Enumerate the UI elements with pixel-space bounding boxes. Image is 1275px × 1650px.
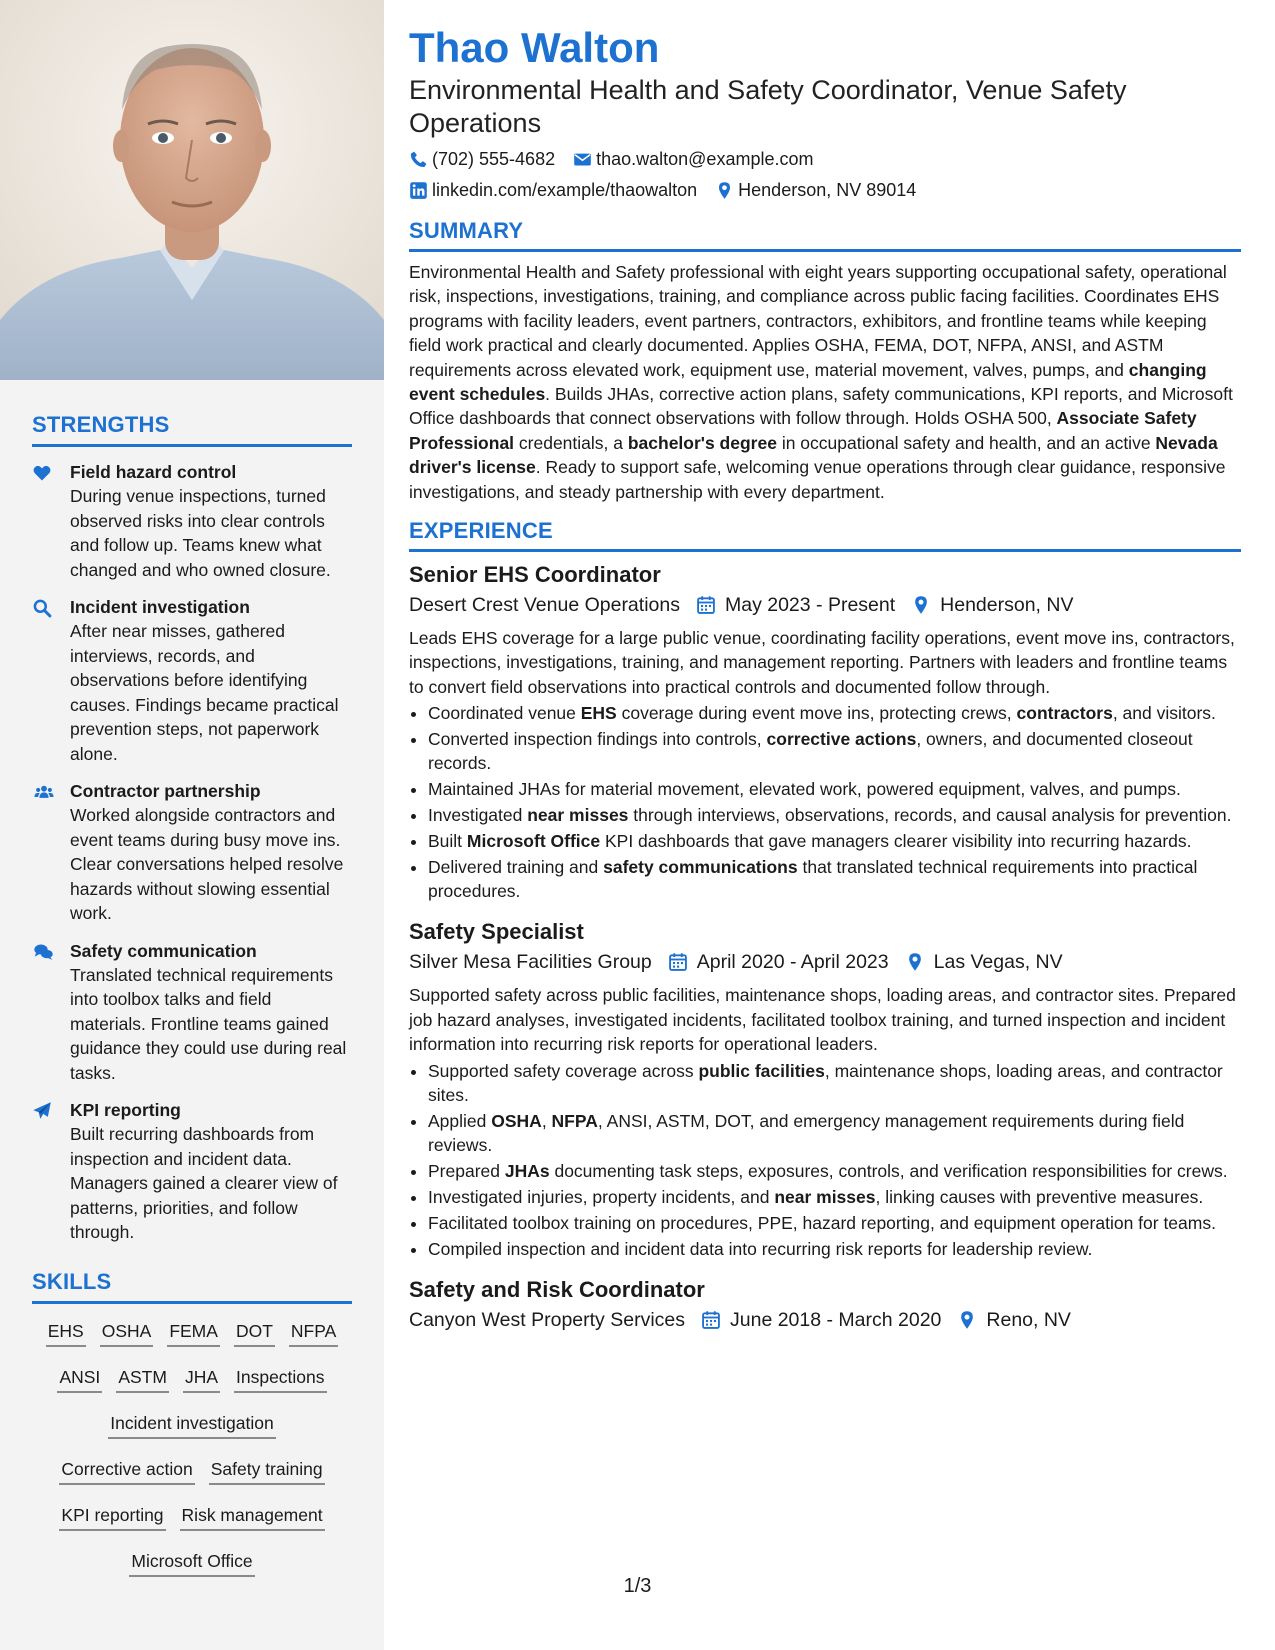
- skill-tag: ANSI: [57, 1360, 102, 1393]
- text-run: Converted inspection findings into controls,: [428, 729, 767, 750]
- emphasis-text: near misses: [527, 805, 629, 826]
- skill-tag: JHA: [183, 1360, 220, 1393]
- strength-title: Field hazard control: [70, 462, 237, 482]
- strength-description: Built recurring dashboards from inspection and incident data. Managers gained a clearer view of patterns, priorities, and follow through.: [70, 1124, 338, 1242]
- strength-item: [32, 779, 352, 926]
- skill-tag: FEMA: [167, 1314, 220, 1347]
- emphasis-text: contractors: [1016, 703, 1113, 724]
- emphasis-text: NFPA: [551, 1110, 598, 1131]
- location-text: Henderson, NV 89014: [738, 180, 917, 200]
- users-icon: [32, 779, 70, 926]
- emphasis-text: Microsoft Office: [466, 830, 601, 851]
- emphasis-text: near misses: [774, 1186, 876, 1207]
- skill-row: [32, 1314, 352, 1354]
- contact-row: [409, 144, 1241, 175]
- map-pin-icon: [715, 181, 734, 200]
- text-run: Maintained JHAs for material movement, elevated work, powered equipment, valves, and pumps.: [428, 779, 1181, 800]
- paper-plane-icon: [32, 1098, 70, 1245]
- location-contact: [715, 175, 916, 206]
- bullet-item: [428, 727, 1241, 776]
- portrait-illustration: [0, 0, 384, 380]
- text-run: . Ready to support safe, welcoming venue operations through clear guidance, responsive investigations, and steady partnership with every department.: [409, 457, 1226, 502]
- text-run: Coordinated venue: [428, 703, 581, 724]
- heart-icon: [32, 460, 70, 582]
- job-dates: [668, 947, 889, 977]
- candidate-headline: Environmental Health and Safety Coordinator, Venue Safety Operations: [409, 75, 1127, 138]
- job-location-text: Henderson, NV: [940, 594, 1074, 617]
- emphasis-text: safety communications: [603, 856, 798, 877]
- company-name: Silver Mesa Facilities Group: [409, 951, 652, 974]
- phone-contact[interactable]: [409, 144, 555, 175]
- bullet-item: [428, 1159, 1241, 1183]
- emphasis-text: corrective actions: [766, 729, 917, 750]
- text-run: , maintenance shops, loading areas, and contractor sites.: [428, 1060, 1223, 1106]
- strength-title: KPI reporting: [70, 1100, 181, 1120]
- map-pin-icon: [905, 952, 925, 972]
- experience-heading: EXPERIENCE: [409, 518, 1241, 552]
- main-content: [409, 22, 1241, 1335]
- page-number: 1/3: [623, 1575, 652, 1597]
- emphasis-text: EHS: [580, 703, 617, 724]
- job-dates-text: April 2020 - April 2023: [696, 951, 889, 974]
- text-run: credentials, a: [514, 432, 628, 453]
- job-location-text: Las Vegas, NV: [933, 951, 1063, 974]
- text-run: Delivered training and: [428, 856, 604, 877]
- experience-list: [409, 560, 1241, 1335]
- job-title: Senior EHS Coordinator: [409, 562, 661, 588]
- linkedin-icon: [409, 181, 428, 200]
- text-run: ,: [541, 1110, 552, 1131]
- calendar-icon: [668, 952, 688, 972]
- text-run: that translated technical requirements into practical procedures.: [428, 856, 1198, 902]
- calendar-icon: [696, 595, 716, 615]
- skill-tag: Risk management: [180, 1498, 325, 1531]
- candidate-name: Thao Walton: [409, 24, 660, 71]
- job-location: [911, 590, 1073, 620]
- skill-row: [32, 1406, 352, 1446]
- contact-row: [409, 175, 1241, 206]
- company-name: Desert Crest Venue Operations: [409, 594, 680, 617]
- skill-tag: DOT: [234, 1314, 275, 1347]
- emphasis-text: bachelor's degree: [627, 432, 777, 453]
- bullet-item: [428, 1059, 1241, 1108]
- job-title: Safety and Risk Coordinator: [409, 1276, 705, 1302]
- skill-tag: Inspections: [234, 1360, 327, 1393]
- emphasis-text: Nevada driver's license: [409, 432, 1218, 478]
- job-dates-text: May 2023 - Present: [724, 594, 896, 617]
- job-dates-text: June 2018 - March 2020: [730, 1308, 942, 1331]
- text-run: KPI dashboards that gave managers clearer visibility into recurring hazards.: [600, 830, 1192, 851]
- text-run: . Builds JHAs, corrective action plans, safety communications, KPI reports, and Microsoft Office dashboards that connect observations with follow through. Holds OSHA 500,: [409, 384, 1233, 429]
- text-run: Investigated: [428, 805, 528, 826]
- skill-tag: KPI reporting: [59, 1498, 165, 1531]
- bullet-item: [428, 701, 1241, 725]
- text-run: Investigated injuries, property incidents, and: [428, 1186, 775, 1207]
- skill-row: [32, 1360, 352, 1400]
- bullet-item: [428, 855, 1241, 904]
- text-run: documenting task steps, exposures, controls, and verification responsibilities for crews.: [549, 1161, 1228, 1182]
- map-pin-icon: [911, 595, 931, 615]
- strength-description: During venue inspections, turned observed risks into clear controls and follow up. Teams knew what changed and who owned closure.: [70, 486, 331, 580]
- emphasis-text: JHAs: [504, 1161, 550, 1182]
- text-run: Facilitated toolbox training on procedures, PPE, hazard reporting, and equipment operation for teams.: [428, 1212, 1216, 1233]
- map-pin-icon: [957, 1310, 977, 1330]
- text-run: coverage during event move ins, protecting crews,: [616, 703, 1017, 724]
- job-entry: [409, 1275, 1241, 1335]
- phone-text: (702) 555-4682: [432, 149, 556, 169]
- text-run: Environmental Health and Safety professional with eight years supporting occupational safety, operational risk, inspections, investigations, training, and compliance across public facing facilities. Coordinates EHS programs with facility leaders, event partners, contractors, exhibitors, and frontline teams while keeping field work practical and clearly documented. Applies OSHA, FEMA, DOT, NFPA, ANSI, and ASTM requirements across elevated work, equipment use, material movement, valves, pumps, and: [409, 262, 1227, 380]
- strength-item: [32, 1098, 352, 1245]
- strength-description: After near misses, gathered interviews, records, and observations before identifying causes. Findings became practical prevention steps, not paperwork alone.: [70, 621, 339, 764]
- summary-heading: SUMMARY: [409, 218, 1241, 252]
- job-meta: [409, 947, 1241, 977]
- skill-tag: EHS: [46, 1314, 86, 1347]
- comments-icon: [32, 939, 70, 1086]
- job-dates: [696, 590, 895, 620]
- job-description: Supported safety across public facilities, maintenance shops, loading areas, and contractor sites. Prepared job hazard analyses, investigated incidents, facilitated toolbox training, and turned inspection and incident information into recurring risk reports for operational leaders.: [409, 985, 1236, 1055]
- profile-photo: [0, 0, 384, 380]
- emphasis-text: changing event schedules: [409, 359, 1207, 405]
- job-entry: [409, 560, 1241, 903]
- text-run: Compiled inspection and incident data into recurring risk reports for leadership review.: [428, 1238, 1093, 1259]
- job-location: [905, 947, 1063, 977]
- job-meta: [409, 590, 1241, 620]
- sidebar: [0, 0, 384, 1650]
- linkedin-text: linkedin.com/example/thaowalton: [432, 180, 698, 200]
- strength-item: [32, 460, 352, 582]
- skill-tag: Safety training: [209, 1452, 325, 1485]
- job-description: Leads EHS coverage for a large public venue, coordinating facility operations, event move ins, contractors, inspections, investigations, training, and management reporting. Partners with leaders and frontline teams to convert field observations into practical controls and documented follow through.: [409, 628, 1235, 697]
- emphasis-text: OSHA: [491, 1110, 542, 1131]
- skill-tag: ASTM: [116, 1360, 169, 1393]
- text-run: Built: [428, 830, 467, 851]
- text-run: , and visitors.: [1112, 703, 1216, 724]
- text-run: in occupational safety and health, and an active: [776, 432, 1156, 453]
- skill-tag: OSHA: [100, 1314, 154, 1347]
- job-dates: [701, 1305, 941, 1335]
- company-name: Canyon West Property Services: [409, 1308, 685, 1331]
- text-run: , owners, and documented closeout records.: [428, 729, 1193, 774]
- bullet-item: [428, 1211, 1241, 1235]
- job-bullets: [409, 1059, 1241, 1261]
- summary-text: [409, 260, 1241, 504]
- bullet-item: [428, 829, 1241, 853]
- linkedin-contact[interactable]: [409, 175, 697, 206]
- envelope-icon: [573, 150, 592, 169]
- job-title: Safety Specialist: [409, 919, 584, 945]
- text-run: Supported safety coverage across: [428, 1060, 699, 1081]
- strength-title: Safety communication: [70, 940, 257, 961]
- strengths-heading: STRENGTHS: [32, 412, 352, 447]
- job-meta: [409, 1305, 1241, 1335]
- skill-tag: Corrective action: [59, 1452, 194, 1485]
- summary-section: [409, 218, 1241, 504]
- strength-description: Worked alongside contractors and event teams during busy move ins. Clear conversations helped resolve hazards without slowing essential work.: [70, 805, 344, 923]
- skill-row: [32, 1452, 352, 1492]
- emphasis-text: public facilities: [698, 1060, 825, 1081]
- job-location: [957, 1305, 1071, 1335]
- skills-list: [32, 1314, 352, 1584]
- email-text: thao.walton@example.com: [596, 149, 814, 169]
- skill-tag: Incident investigation: [108, 1406, 275, 1439]
- skill-tag: NFPA: [289, 1314, 338, 1347]
- text-run: Applied: [428, 1110, 492, 1131]
- text-run: through interviews, observations, records, and causal analysis for prevention.: [628, 805, 1232, 826]
- bullet-item: [428, 803, 1241, 827]
- experience-section: [409, 518, 1241, 1335]
- job-bullets: [409, 701, 1241, 903]
- strength-title: Incident investigation: [70, 597, 250, 617]
- bullet-item: [428, 1109, 1241, 1158]
- email-contact[interactable]: [573, 144, 813, 175]
- strength-description: Translated technical requirements into toolbox talks and field materials. Frontline teams gained guidance they could use during real tasks.: [70, 964, 347, 1083]
- text-run: Prepared: [428, 1161, 505, 1182]
- bullet-item: [428, 1185, 1241, 1209]
- text-run: , linking causes with preventive measures.: [875, 1186, 1204, 1207]
- strength-title: Contractor partnership: [70, 781, 261, 801]
- strength-item: [32, 939, 352, 1086]
- job-location-text: Reno, NV: [986, 1308, 1071, 1331]
- search-icon: [32, 595, 70, 766]
- strength-item: [32, 595, 352, 766]
- skill-tag: Microsoft Office: [129, 1544, 254, 1577]
- calendar-icon: [701, 1310, 721, 1330]
- bullet-item: [428, 777, 1241, 801]
- text-run: , ANSI, ASTM, DOT, and emergency management requirements during field reviews.: [428, 1110, 1185, 1156]
- bullet-item: [428, 1237, 1241, 1261]
- phone-icon: [409, 150, 428, 169]
- emphasis-text: Associate Safety Professional: [409, 408, 1197, 453]
- job-entry: [409, 917, 1241, 1260]
- skill-row: [32, 1498, 352, 1538]
- skills-heading: SKILLS: [32, 1269, 352, 1304]
